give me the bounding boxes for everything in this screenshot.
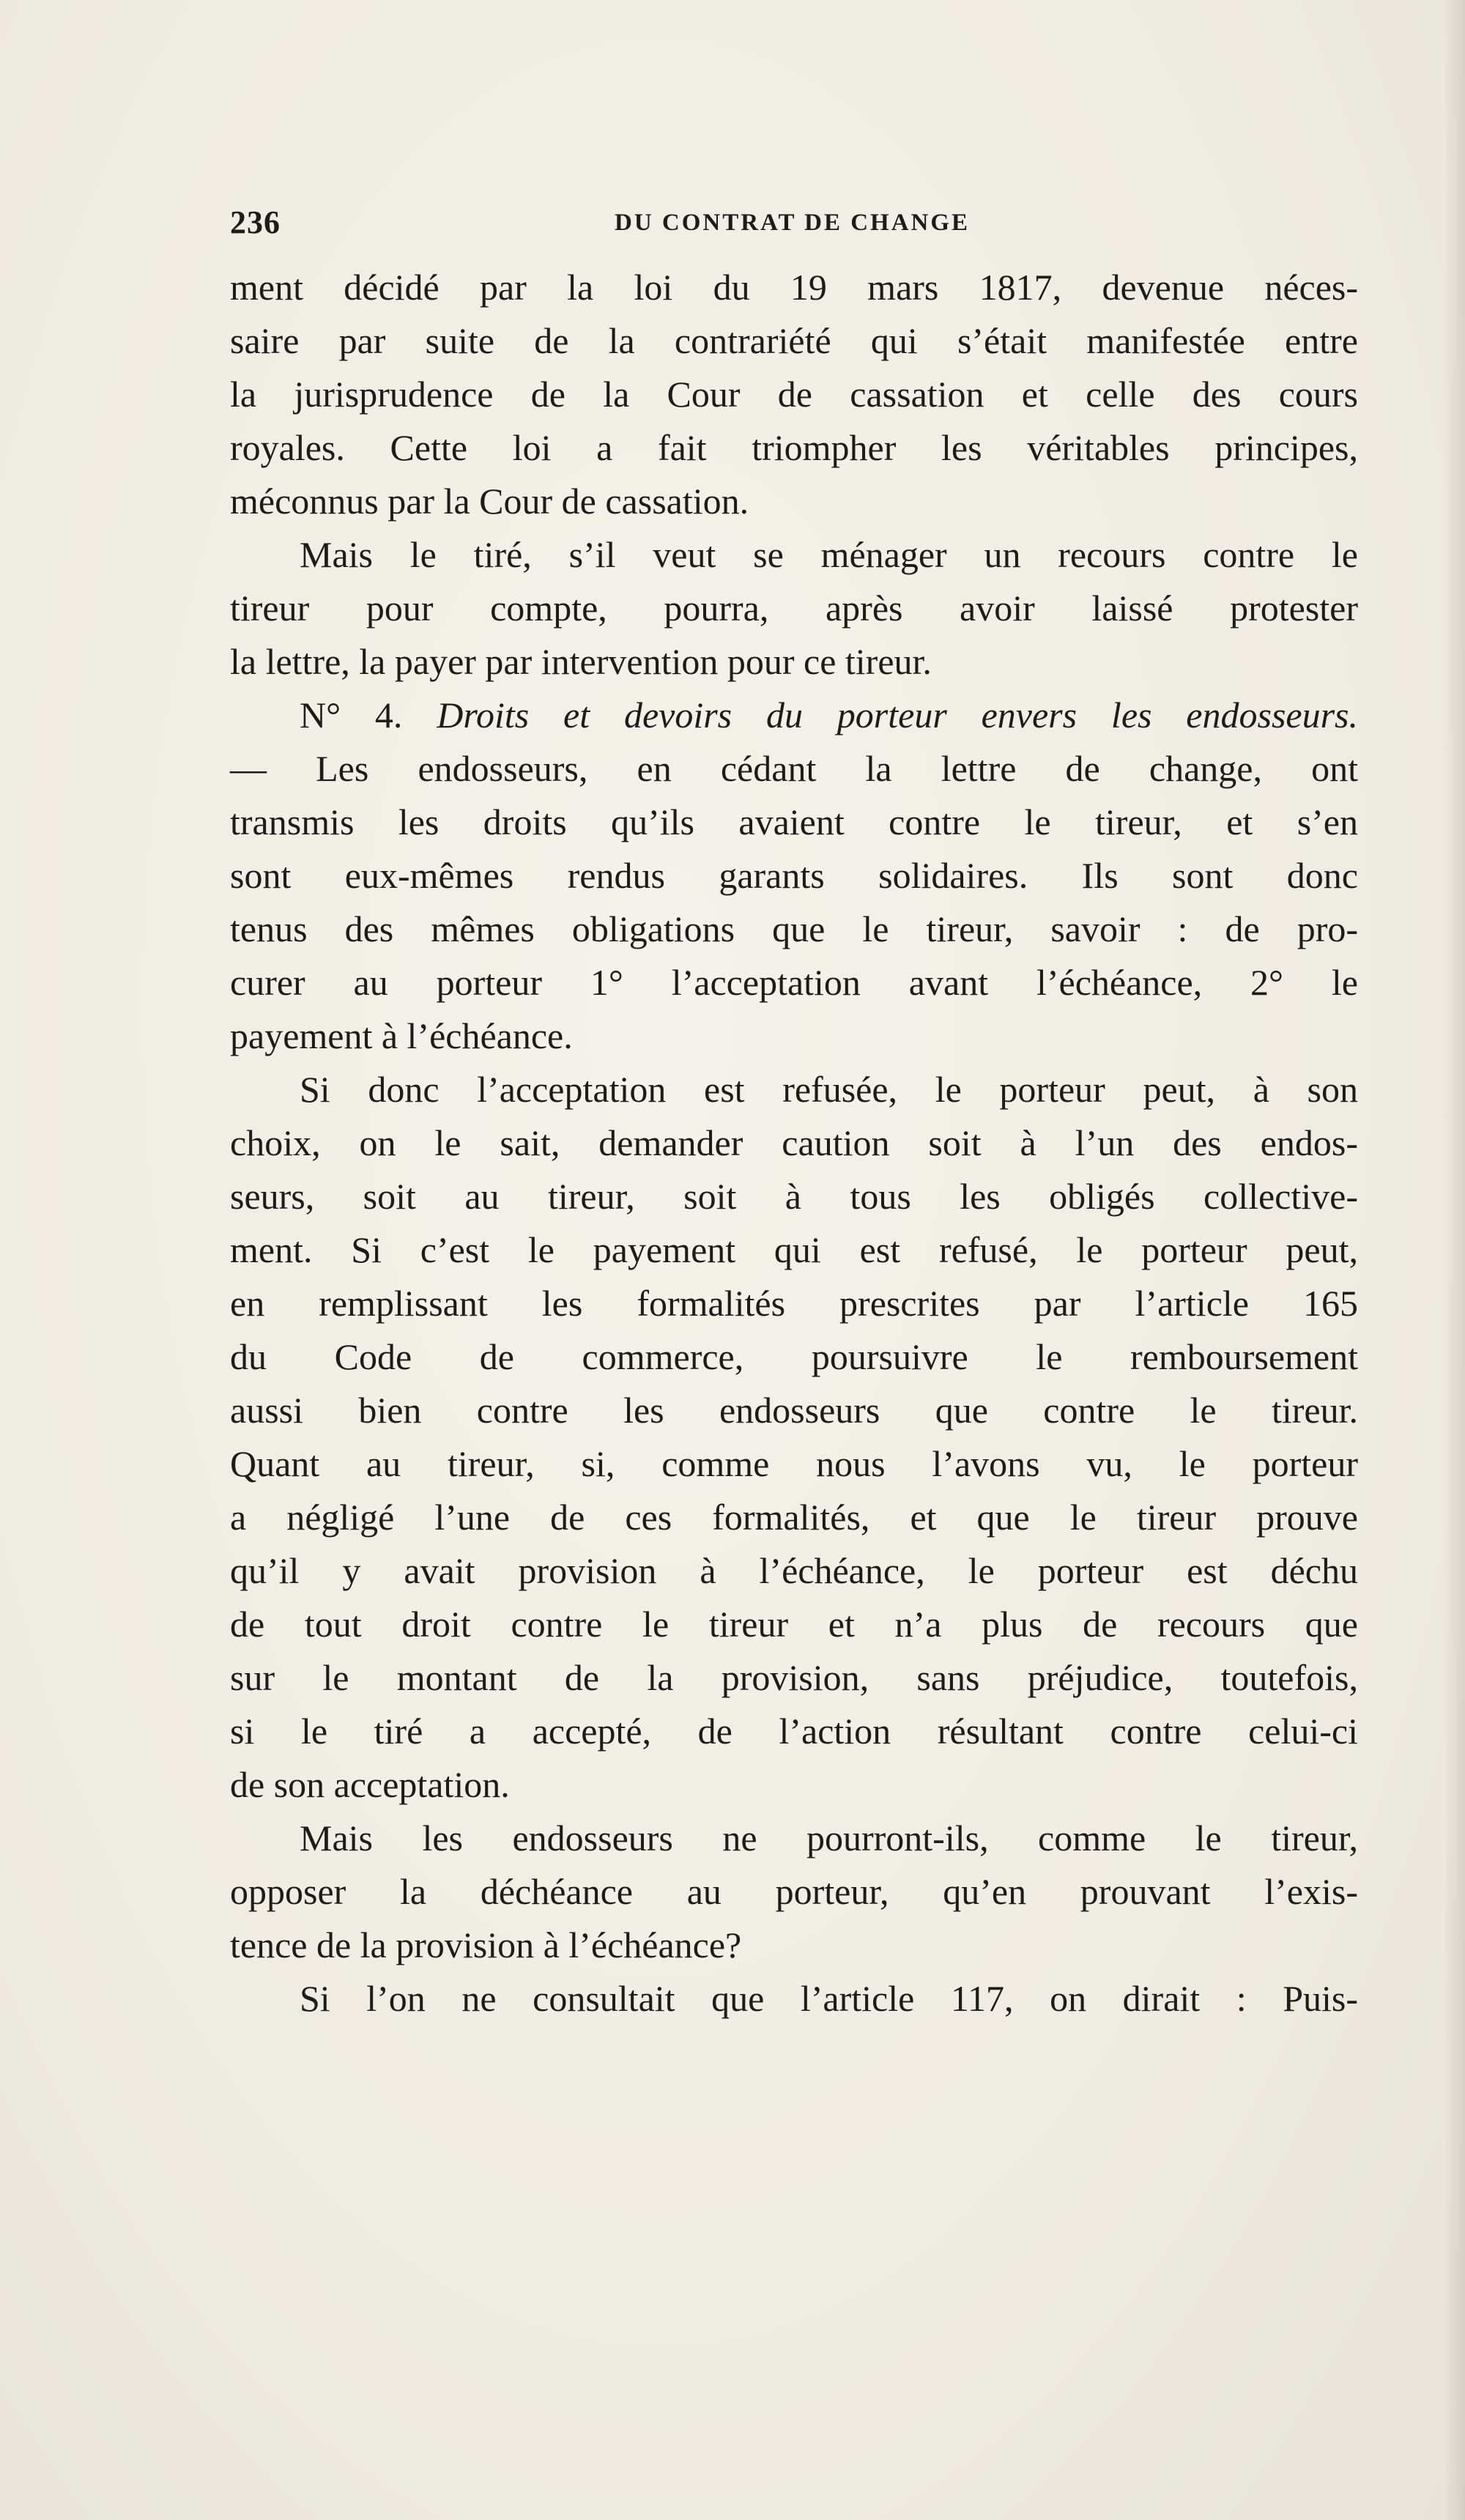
text-line: si le tiré a accepté, de l’action résultant contre celui-ci (230, 1711, 1358, 1752)
text-line: a négligé l’une de ces formalités, et que le tireur prouve (230, 1497, 1358, 1538)
section-heading: Droits et devoirs du porteur envers les endosseurs. (437, 694, 1359, 735)
text-line: curer au porteur 1° l’acceptation avant l’échéance, 2° le (230, 962, 1358, 1003)
text-line: sont eux-mêmes rendus garants solidaires. Ils sont donc (230, 855, 1358, 896)
text-line: ment. Si c’est le payement qui est refusé, le porteur peut, (230, 1229, 1358, 1270)
text-line: qu’il y avait provision à l’échéance, le porteur est déchu (230, 1550, 1358, 1591)
text-line: la lettre, la payer par intervention pour ce tireur. (230, 641, 932, 682)
text-line: payement à l’échéance. (230, 1015, 573, 1056)
text-line: — Les endosseurs, en cédant la lettre de change, ont (230, 748, 1358, 789)
text-line: méconnus par la Cour de cassation. (230, 481, 749, 522)
text-line: Mais le tiré, s’il veut se ménager un recours contre le (300, 534, 1358, 575)
running-head (230, 204, 1358, 248)
text-line: Quant au tireur, si, comme nous l’avons vu, le porteur (230, 1443, 1358, 1484)
text-line: de tout droit contre le tireur et n’a plus de recours que (230, 1604, 1358, 1645)
text-line: aussi bien contre les endosseurs que contre le tireur. (230, 1390, 1358, 1431)
text-line: Si donc l’acceptation est refusée, le porteur peut, à son (300, 1069, 1358, 1110)
text-line: Mais les endosseurs ne pourront-ils, comme le tireur, (300, 1817, 1358, 1858)
text-line: transmis les droits qu’ils avaient contre le tireur, et s’en (230, 801, 1358, 842)
page-number: 236 (230, 204, 281, 240)
text-line: tireur pour compte, pourra, après avoir laissé protester (230, 588, 1358, 629)
page-edge-shadow (1443, 0, 1465, 2520)
text-line: tence de la provision à l’échéance? (230, 1924, 742, 1965)
text-line: Si l’on ne consultait que l’article 117, on dirait : Puis- (300, 1978, 1358, 2019)
text-line: la jurisprudence de la Cour de cassation et celle des cours (230, 374, 1358, 415)
text-line: choix, on le sait, demander caution soit à l’un des endos- (230, 1122, 1358, 1163)
text-line: royales. Cette loi a fait triompher les véritables principes, (230, 427, 1358, 468)
text-line: tenus des mêmes obligations que le tireur, savoir : de pro- (230, 908, 1358, 949)
text-line: ment décidé par la loi du 19 mars 1817, devenue néces- (230, 267, 1358, 308)
section-heading-line (230, 689, 1358, 742)
text-line: opposer la déchéance au porteur, qu’en prouvant l’exis- (230, 1871, 1358, 1912)
body-text (230, 261, 1358, 2026)
section-number: N° 4. (300, 694, 403, 735)
running-title: DU CONTRAT DE CHANGE (615, 210, 971, 236)
text-line: sur le montant de la provision, sans préjudice, toutefois, (230, 1657, 1358, 1698)
text-line: en remplissant les formalités prescrites par l’article 165 (230, 1283, 1358, 1324)
text-line: du Code de commerce, poursuivre le remboursement (230, 1336, 1358, 1377)
text-line: saire par suite de la contrariété qui s’était manifestée entre (230, 320, 1358, 361)
text-line: de son acceptation. (230, 1764, 510, 1805)
text-line: seurs, soit au tireur, soit à tous les obligés collective- (230, 1176, 1358, 1217)
